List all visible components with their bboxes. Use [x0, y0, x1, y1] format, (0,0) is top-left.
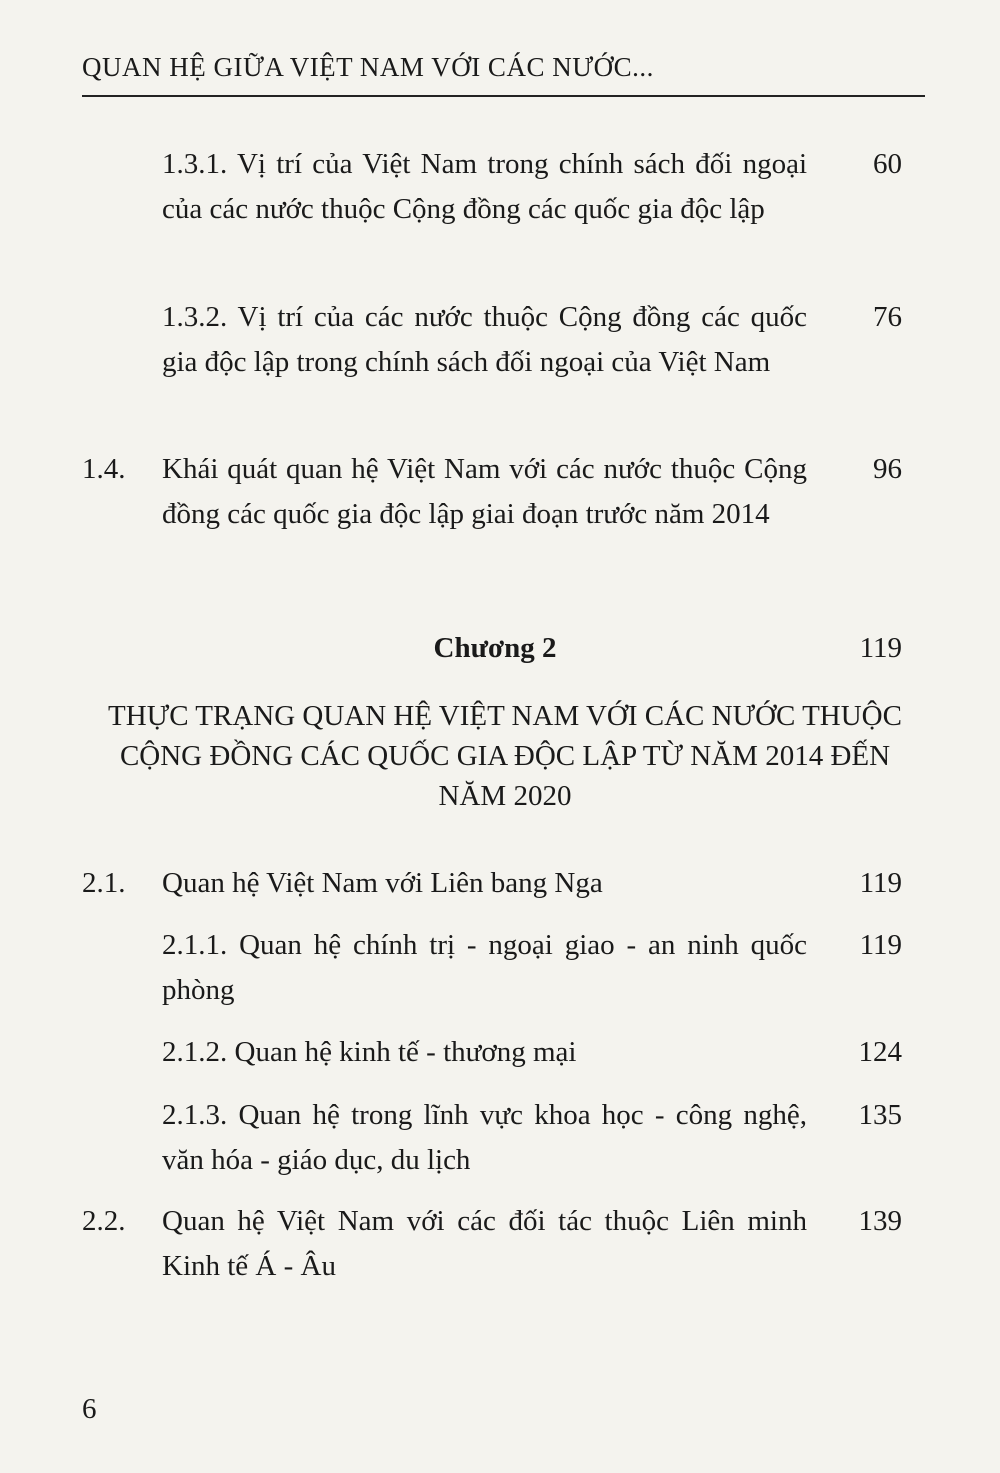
- toc-entry-number: 1.4.: [82, 453, 126, 485]
- toc-entry-page: 139: [858, 1205, 902, 1237]
- toc-entry-page: 60: [873, 148, 902, 180]
- chapter-page: 119: [859, 632, 902, 664]
- toc-entry-page: 119: [859, 867, 902, 899]
- toc-entry-text: 1.3.2. Vị trí của các nước thuộc Cộng đồng các quốc gia độc lập trong chính sách đối ngoại của Việt Nam: [162, 301, 807, 378]
- toc-entry-text: Khái quát quan hệ Việt Nam với các nước thuộc Cộng đồng các quốc gia độc lập giai đoạn trước năm 2014: [162, 453, 807, 530]
- toc-entry-number: 2.2.: [82, 1205, 126, 1237]
- toc-entry-page: 96: [873, 453, 902, 485]
- toc-entry-text: 2.1.3. Quan hệ trong lĩnh vực khoa học - công nghệ, văn hóa - giáo dục, du lịch: [162, 1099, 807, 1176]
- toc-entry-number: 2.1.: [82, 867, 126, 899]
- running-head: QUAN HỆ GIỮA VIỆT NAM VỚI CÁC NƯỚC...: [82, 52, 654, 82]
- toc-entry-text: 1.3.1. Vị trí của Việt Nam trong chính sách đối ngoại của các nước thuộc Cộng đồng các quốc gia độc lập: [162, 148, 807, 225]
- chapter-label: Chương 2: [433, 632, 557, 664]
- header-rule: [82, 95, 925, 97]
- toc-entry-text: Quan hệ Việt Nam với Liên bang Nga: [162, 867, 603, 899]
- toc-entry-page: 76: [873, 301, 902, 333]
- toc-entry-text: 2.1.2. Quan hệ kinh tế - thương mại: [162, 1036, 577, 1068]
- toc-entry-page: 119: [859, 929, 902, 961]
- toc-entry-text: Quan hệ Việt Nam với các đối tác thuộc Liên minh Kinh tế Á - Âu: [162, 1205, 807, 1282]
- chapter-title: THỰC TRẠNG QUAN HỆ VIỆT NAM VỚI CÁC NƯỚC THUỘC CỘNG ĐỒNG CÁC QUỐC GIA ĐỘC LẬP TỪ NĂM 2014 ĐẾN NĂM 2020: [108, 700, 902, 812]
- toc-entry-page: 124: [858, 1036, 902, 1068]
- page-number: 6: [82, 1393, 97, 1425]
- toc-entry-page: 135: [858, 1099, 902, 1131]
- toc-entry-text: 2.1.1. Quan hệ chính trị - ngoại giao - an ninh quốc phòng: [162, 929, 807, 1006]
